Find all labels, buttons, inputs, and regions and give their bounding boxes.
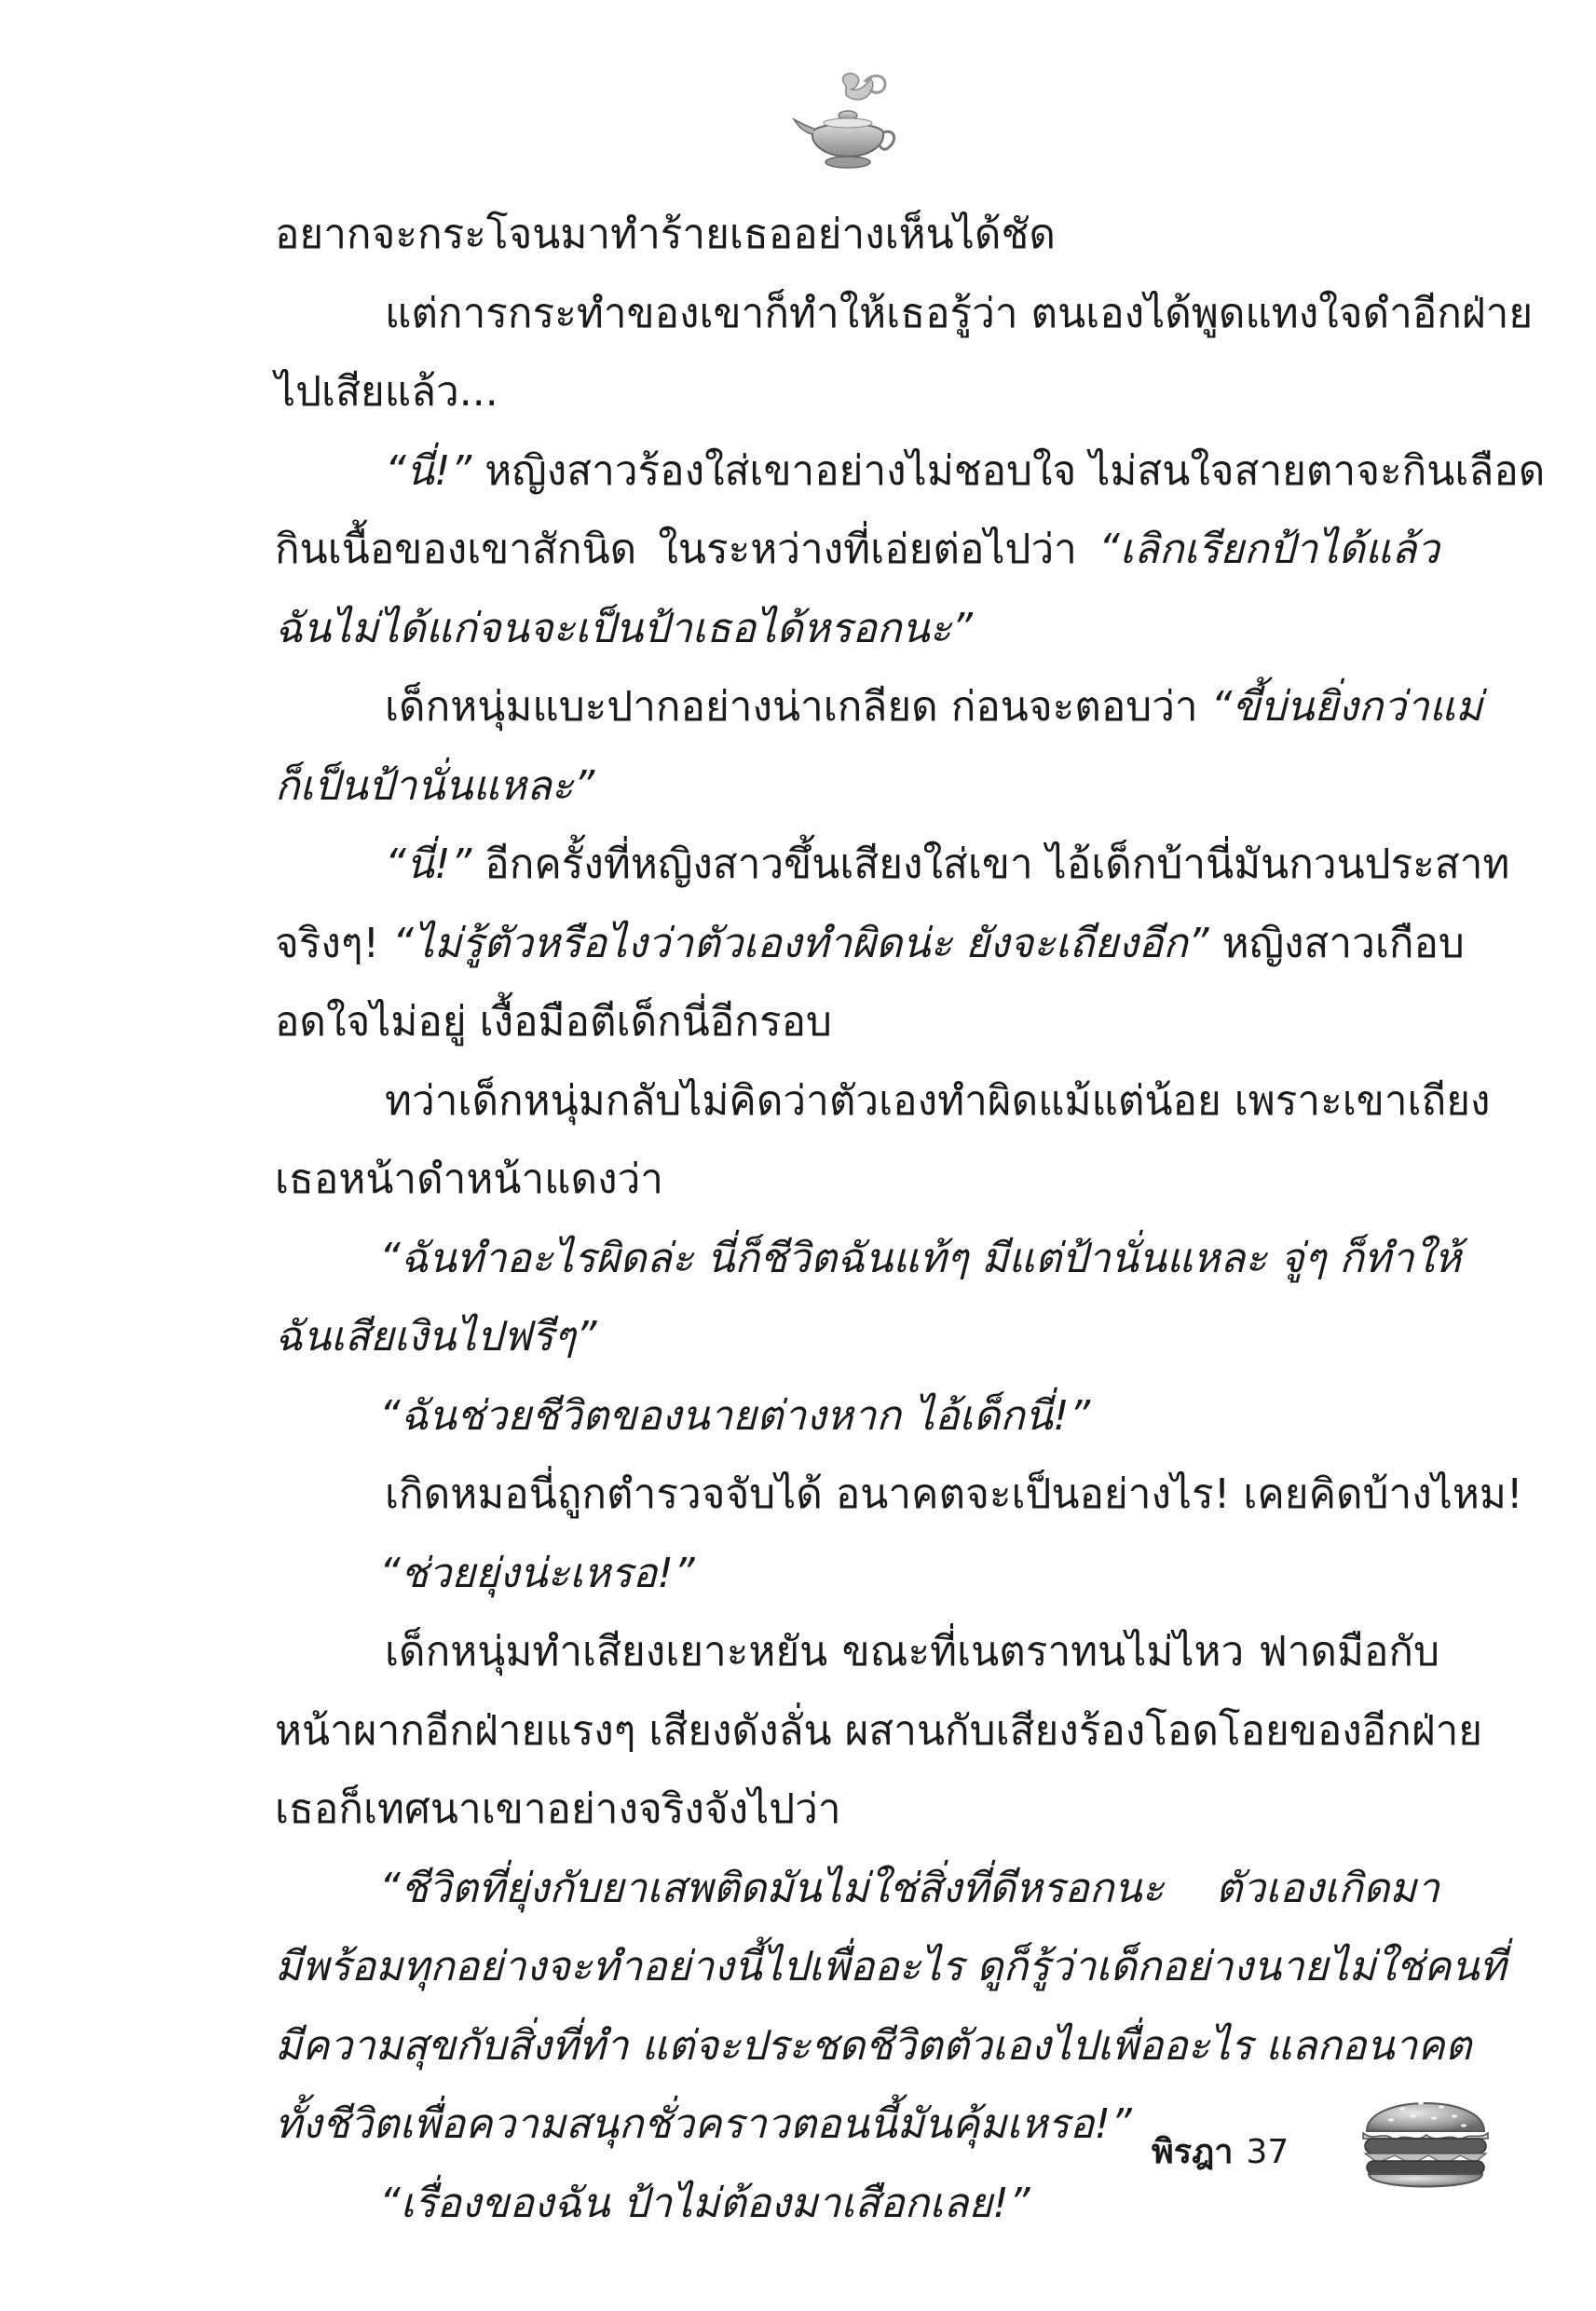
dialogue-text: “ช่วยยุ่งน่ะเหรอ!”: [379, 1549, 695, 1597]
text-line: [275, 511, 1439, 590]
narrative-text: อดใจไม่อยู่ เงื้อมือตีเด็กนี่อีกรอบ: [275, 998, 832, 1046]
narrative-text: ไปเสียแล้ว...: [275, 368, 498, 416]
text-line: [275, 275, 1534, 354]
text-line: [275, 1377, 1439, 1456]
text-line: [275, 1535, 1439, 1614]
text-line: [275, 747, 1439, 827]
text-line: [275, 432, 1546, 512]
narrative-text: หญิงสาวเกือบ: [1208, 919, 1465, 967]
text-line: [275, 1771, 1439, 1850]
text-line: [275, 1298, 1439, 1377]
text-line: [275, 826, 1510, 905]
narrative-text: หน้าผากอีกฝ่ายแรงๆ เสียงดังลั่น ผสานกับเสียงร้องโอดโอยของอีกฝ่าย: [275, 1706, 1483, 1755]
text-line: [275, 905, 1465, 984]
text-line: [275, 668, 1483, 747]
hamburger-icon: [1356, 2073, 1495, 2204]
narrative-text: เธอก็เทศนาเขาอย่างจริงจังไปว่า: [275, 1785, 841, 1833]
dialogue-text: ฉันไม่ได้แก่จนจะเป็นป้าเธอได้หรอกนะ”: [275, 604, 974, 652]
page-footer: [1152, 2125, 1289, 2178]
text-line: [275, 1850, 1439, 1929]
narrative-text: แต่การกระทำของเขาก็ทำให้เธอรู้ว่า ตนเองได้พูดแทงใจดำอีกฝ่าย: [385, 289, 1534, 337]
text-line: [275, 2007, 1472, 2086]
text-line: [275, 1692, 1483, 1771]
dialogue-text: “เลิกเรียกป้าได้แล้ว: [1098, 526, 1439, 573]
page-number: 37: [1246, 2133, 1289, 2171]
text-line: [275, 590, 1439, 669]
author-name: พิรฎา: [1152, 2133, 1234, 2171]
dialogue-text: “นี่!”: [385, 841, 472, 888]
dialogue-text: มีความสุขกับสิ่งที่ทำ แต่จะประชดชีวิตตัวเองไปเพื่ออะไร แลกอนาคต: [275, 2021, 1472, 2070]
narrative-text: เธอหน้าดำหน้าแดงว่า: [275, 1156, 664, 1203]
dialogue-text: ฉันเสียเงินไปฟรีๆ”: [275, 1313, 597, 1361]
magic-lamp-icon: [792, 67, 904, 179]
narrative-text: หญิงสาวร้องใส่เขาอย่างไม่ชอบใจ ไม่สนใจสายตาจะกินเลือด: [471, 446, 1546, 495]
dialogue-text: ก็เป็นป้านั่นแหละ”: [275, 761, 595, 810]
narrative-text: เด็กหนุ่มแบะปากอย่างน่าเกลียด ก่อนจะตอบว่า: [385, 683, 1211, 731]
narrative-text: จริงๆ!: [275, 919, 393, 967]
text-line: [275, 353, 1439, 432]
narrative-text: ทว่าเด็กหนุ่มกลับไม่คิดว่าตัวเองทำผิดแม้แต่น้อย เพราะเขาเถียง: [385, 1076, 1491, 1125]
body-text: [275, 196, 1546, 2243]
text-line: [275, 983, 1439, 1062]
dialogue-text: “ไม่รู้ตัวหรือไงว่าตัวเองทำผิดน่ะ ยังจะเถียงอีก”: [392, 919, 1209, 967]
dialogue-text: ทั้งชีวิตเพื่อความสนุกชั่วคราวตอนนี้มันคุ้มเหรอ!”: [275, 2100, 1132, 2148]
dialogue-text: “ชีวิตที่ยุ่งกับยาเสพติดมันไม่ใช่สิ่งที่ดีหรอกนะ ตัวเองเกิดมา: [379, 1864, 1439, 1912]
dialogue-text: “นี่!”: [385, 446, 472, 495]
text-line: [275, 1141, 1439, 1220]
text-line: [275, 1928, 1507, 2007]
narrative-text: กินเนื้อของเขาสักนิด ในระหว่างที่เอ่ยต่อไปว่า: [275, 526, 1099, 573]
dialogue-text: “ฉันช่วยชีวิตของนายต่างหาก ไอ้เด็กนี่!”: [379, 1391, 1091, 1440]
text-line: [275, 1062, 1491, 1142]
dialogue-text: “เรื่องของฉัน ป้าไม่ต้องมาเสือกเลย!”: [379, 2179, 1030, 2227]
text-line: [275, 196, 1439, 275]
dialogue-text: “ฉันทำอะไรผิดล่ะ นี่ก็ชีวิตฉันแท้ๆ มีแต่ป้านั่นแหละ จู่ๆ ก็ทำให้: [379, 1234, 1462, 1282]
narrative-text: เด็กหนุ่มทำเสียงเยาะหยัน ขณะที่เนตราทนไม่ไหว ฟาดมือกับ: [385, 1628, 1439, 1675]
text-line: [275, 1456, 1523, 1535]
dialogue-text: “ขี้บ่นยิ่งกว่าแม่: [1210, 683, 1483, 731]
narrative-text: เกิดหมอนี่ถูกตำรวจจับได้ อนาคตจะเป็นอย่างไร! เคยคิดบ้างไหม!: [385, 1470, 1523, 1518]
text-line: [275, 1613, 1439, 1692]
text-line: [275, 1220, 1462, 1299]
narrative-text: อยากจะกระโจนมาทำร้ายเธออย่างเห็นได้ชัด: [275, 211, 1056, 258]
dialogue-text: มีพร้อมทุกอย่างจะทำอย่างนี้ไปเพื่ออะไร ดูก็รู้ว่าเด็กอย่างนายไม่ใช่คนที่: [275, 1943, 1507, 1990]
narrative-text: อีกครั้งที่หญิงสาวขึ้นเสียงใส่เขา ไอ้เด็กบ้านี่มันกวนประสาท: [471, 841, 1510, 888]
